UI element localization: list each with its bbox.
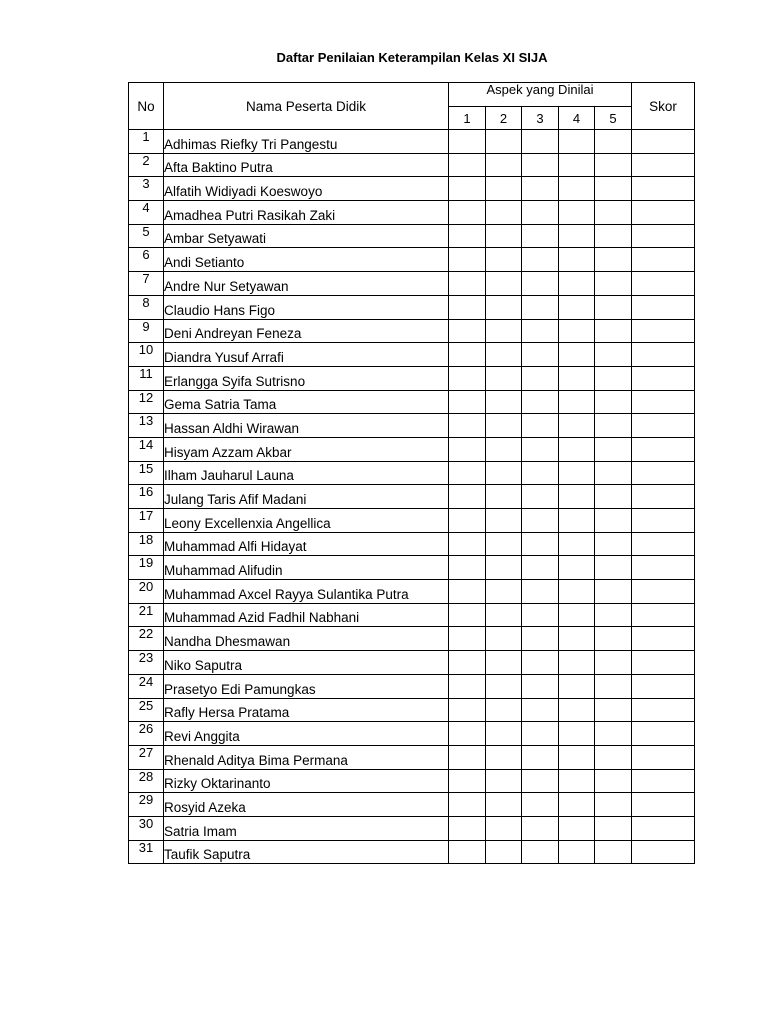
aspek-5-cell — [595, 651, 632, 675]
aspek-5-cell — [595, 485, 632, 509]
aspek-4-cell — [559, 509, 595, 533]
aspek-3-cell — [522, 509, 559, 533]
aspek-3-cell — [522, 674, 559, 698]
aspek-1-cell — [449, 343, 486, 367]
aspek-2-cell — [486, 485, 522, 509]
aspek-1-cell — [449, 698, 486, 722]
aspek-2-cell — [486, 130, 522, 154]
aspek-5-cell — [595, 414, 632, 438]
skor-cell — [632, 651, 695, 675]
aspek-4-cell — [559, 840, 595, 864]
skor-cell — [632, 698, 695, 722]
aspek-5-cell — [595, 272, 632, 296]
skor-cell — [632, 674, 695, 698]
student-name: Gema Satria Tama — [164, 390, 449, 414]
table-row — [129, 343, 695, 367]
student-name: Ilham Jauharul Launa — [164, 461, 449, 485]
aspek-5-cell — [595, 248, 632, 272]
aspek-1-cell — [449, 272, 486, 296]
student-name: Andre Nur Setyawan — [164, 272, 449, 296]
table-row — [129, 390, 695, 414]
skor-cell — [632, 248, 695, 272]
aspek-4-cell — [559, 130, 595, 154]
aspek-3-cell — [522, 130, 559, 154]
aspek-5-cell — [595, 177, 632, 201]
aspek-5-cell — [595, 153, 632, 177]
skor-cell — [632, 509, 695, 533]
student-name: Rosyid Azeka — [164, 793, 449, 817]
skor-cell — [632, 580, 695, 604]
student-name: Nandha Dhesmawan — [164, 627, 449, 651]
aspek-3-cell — [522, 580, 559, 604]
aspek-4-cell — [559, 343, 595, 367]
aspek-4-cell — [559, 769, 595, 793]
skor-cell — [632, 532, 695, 556]
row-number: 17 — [129, 509, 164, 533]
student-name: Niko Saputra — [164, 651, 449, 675]
student-name: Leony Excellenxia Angellica — [164, 509, 449, 533]
aspek-5-cell — [595, 224, 632, 248]
student-name: Revi Anggita — [164, 722, 449, 746]
row-number: 11 — [129, 366, 164, 390]
skor-cell — [632, 390, 695, 414]
aspek-4-cell — [559, 153, 595, 177]
aspek-1-cell — [449, 532, 486, 556]
aspek-4-cell — [559, 295, 595, 319]
aspek-3-cell — [522, 485, 559, 509]
header-aspek-3: 3 — [522, 107, 559, 130]
aspek-1-cell — [449, 224, 486, 248]
aspek-5-cell — [595, 461, 632, 485]
student-name: Adhimas Riefky Tri Pangestu — [164, 130, 449, 154]
aspek-3-cell — [522, 390, 559, 414]
aspek-1-cell — [449, 485, 486, 509]
skor-cell — [632, 745, 695, 769]
aspek-4-cell — [559, 390, 595, 414]
aspek-4-cell — [559, 272, 595, 296]
row-number: 7 — [129, 272, 164, 296]
aspek-5-cell — [595, 556, 632, 580]
aspek-1-cell — [449, 556, 486, 580]
aspek-4-cell — [559, 319, 595, 343]
row-number: 5 — [129, 224, 164, 248]
aspek-4-cell — [559, 177, 595, 201]
aspek-1-cell — [449, 414, 486, 438]
aspek-1-cell — [449, 840, 486, 864]
aspek-4-cell — [559, 201, 595, 225]
table-row — [129, 769, 695, 793]
table-row — [129, 674, 695, 698]
aspek-2-cell — [486, 840, 522, 864]
aspek-4-cell — [559, 627, 595, 651]
aspek-1-cell — [449, 509, 486, 533]
header-aspek-4: 4 — [559, 107, 595, 130]
aspek-5-cell — [595, 509, 632, 533]
aspek-4-cell — [559, 745, 595, 769]
skor-cell — [632, 840, 695, 864]
aspek-4-cell — [559, 437, 595, 461]
aspek-5-cell — [595, 319, 632, 343]
aspek-4-cell — [559, 816, 595, 840]
student-name: Claudio Hans Figo — [164, 295, 449, 319]
row-number: 1 — [129, 130, 164, 154]
skor-cell — [632, 769, 695, 793]
aspek-5-cell — [595, 769, 632, 793]
aspek-3-cell — [522, 532, 559, 556]
skor-cell — [632, 130, 695, 154]
aspek-2-cell — [486, 698, 522, 722]
student-name: Julang Taris Afif Madani — [164, 485, 449, 509]
aspek-3-cell — [522, 366, 559, 390]
aspek-4-cell — [559, 698, 595, 722]
aspek-2-cell — [486, 272, 522, 296]
aspek-3-cell — [522, 816, 559, 840]
aspek-4-cell — [559, 366, 595, 390]
table-row — [129, 366, 695, 390]
student-name: Amadhea Putri Rasikah Zaki — [164, 201, 449, 225]
aspek-2-cell — [486, 603, 522, 627]
aspek-3-cell — [522, 414, 559, 438]
aspek-2-cell — [486, 437, 522, 461]
student-name: Andi Setianto — [164, 248, 449, 272]
aspek-1-cell — [449, 390, 486, 414]
table-row — [129, 153, 695, 177]
aspek-1-cell — [449, 437, 486, 461]
aspek-2-cell — [486, 177, 522, 201]
table-row — [129, 461, 695, 485]
skor-cell — [632, 272, 695, 296]
skor-cell — [632, 627, 695, 651]
aspek-5-cell — [595, 437, 632, 461]
row-number: 19 — [129, 556, 164, 580]
aspek-3-cell — [522, 769, 559, 793]
aspek-1-cell — [449, 745, 486, 769]
aspek-2-cell — [486, 627, 522, 651]
aspek-3-cell — [522, 651, 559, 675]
aspek-1-cell — [449, 248, 486, 272]
document-title: Daftar Penilaian Keterampilan Kelas XI SIJA — [276, 50, 548, 65]
aspek-4-cell — [559, 793, 595, 817]
aspek-3-cell — [522, 201, 559, 225]
student-name: Muhammad Axcel Rayya Sulantika Putra — [164, 580, 449, 604]
table-row — [129, 627, 695, 651]
aspek-1-cell — [449, 651, 486, 675]
aspek-2-cell — [486, 343, 522, 367]
row-number: 15 — [129, 461, 164, 485]
aspek-1-cell — [449, 580, 486, 604]
aspek-3-cell — [522, 295, 559, 319]
table-header — [129, 83, 695, 130]
header-aspek: Aspek yang Dinilai — [449, 83, 632, 107]
skor-cell — [632, 556, 695, 580]
student-name: Afta Baktino Putra — [164, 153, 449, 177]
skor-cell — [632, 319, 695, 343]
table-row — [129, 698, 695, 722]
aspek-5-cell — [595, 390, 632, 414]
aspek-2-cell — [486, 295, 522, 319]
row-number: 18 — [129, 532, 164, 556]
aspek-3-cell — [522, 603, 559, 627]
aspek-3-cell — [522, 556, 559, 580]
aspek-4-cell — [559, 651, 595, 675]
aspek-3-cell — [522, 248, 559, 272]
aspek-2-cell — [486, 414, 522, 438]
aspek-3-cell — [522, 627, 559, 651]
row-number: 23 — [129, 651, 164, 675]
aspek-5-cell — [595, 816, 632, 840]
student-name: Ambar Setyawati — [164, 224, 449, 248]
aspek-1-cell — [449, 627, 486, 651]
skor-cell — [632, 793, 695, 817]
aspek-3-cell — [522, 698, 559, 722]
aspek-5-cell — [595, 745, 632, 769]
aspek-4-cell — [559, 461, 595, 485]
skor-cell — [632, 414, 695, 438]
aspek-3-cell — [522, 177, 559, 201]
skor-cell — [632, 177, 695, 201]
aspek-2-cell — [486, 509, 522, 533]
aspek-1-cell — [449, 674, 486, 698]
aspek-3-cell — [522, 343, 559, 367]
student-name: Hassan Aldhi Wirawan — [164, 414, 449, 438]
aspek-1-cell — [449, 769, 486, 793]
row-number: 21 — [129, 603, 164, 627]
header-skor: Skor — [632, 83, 695, 130]
aspek-2-cell — [486, 816, 522, 840]
row-number: 20 — [129, 580, 164, 604]
skor-cell — [632, 201, 695, 225]
table-row — [129, 248, 695, 272]
aspek-3-cell — [522, 461, 559, 485]
row-number: 22 — [129, 627, 164, 651]
table-row — [129, 319, 695, 343]
aspek-4-cell — [559, 722, 595, 746]
aspek-3-cell — [522, 722, 559, 746]
row-number: 2 — [129, 153, 164, 177]
row-number: 26 — [129, 722, 164, 746]
aspek-3-cell — [522, 319, 559, 343]
aspek-2-cell — [486, 461, 522, 485]
student-name: Erlangga Syifa Sutrisno — [164, 366, 449, 390]
aspek-1-cell — [449, 177, 486, 201]
table-row — [129, 295, 695, 319]
aspek-1-cell — [449, 793, 486, 817]
student-name: Rizky Oktarinanto — [164, 769, 449, 793]
table-row — [129, 651, 695, 675]
student-name: Diandra Yusuf Arrafi — [164, 343, 449, 367]
student-name: Muhammad Azid Fadhil Nabhani — [164, 603, 449, 627]
aspek-1-cell — [449, 816, 486, 840]
row-number: 24 — [129, 674, 164, 698]
aspek-4-cell — [559, 580, 595, 604]
aspek-1-cell — [449, 295, 486, 319]
table-row — [129, 272, 695, 296]
aspek-2-cell — [486, 248, 522, 272]
row-number: 6 — [129, 248, 164, 272]
aspek-3-cell — [522, 224, 559, 248]
aspek-5-cell — [595, 130, 632, 154]
header-aspek-2: 2 — [486, 107, 522, 130]
table-row — [129, 224, 695, 248]
student-name: Muhammad Alifudin — [164, 556, 449, 580]
aspek-3-cell — [522, 793, 559, 817]
row-number: 13 — [129, 414, 164, 438]
student-name: Alfatih Widiyadi Koeswoyo — [164, 177, 449, 201]
aspek-5-cell — [595, 603, 632, 627]
table-row — [129, 816, 695, 840]
aspek-2-cell — [486, 580, 522, 604]
header-no: No — [129, 83, 164, 130]
student-name: Deni Andreyan Feneza — [164, 319, 449, 343]
row-number: 27 — [129, 745, 164, 769]
skor-cell — [632, 485, 695, 509]
row-number: 29 — [129, 793, 164, 817]
table-row — [129, 556, 695, 580]
aspek-4-cell — [559, 556, 595, 580]
aspek-2-cell — [486, 674, 522, 698]
aspek-3-cell — [522, 745, 559, 769]
aspek-1-cell — [449, 319, 486, 343]
assessment-table — [128, 82, 695, 864]
table-row — [129, 485, 695, 509]
aspek-1-cell — [449, 153, 486, 177]
aspek-2-cell — [486, 224, 522, 248]
aspek-5-cell — [595, 366, 632, 390]
aspek-2-cell — [486, 722, 522, 746]
table-row — [129, 532, 695, 556]
aspek-2-cell — [486, 366, 522, 390]
table-row — [129, 414, 695, 438]
aspek-2-cell — [486, 201, 522, 225]
aspek-3-cell — [522, 437, 559, 461]
aspek-1-cell — [449, 201, 486, 225]
aspek-4-cell — [559, 224, 595, 248]
row-number: 30 — [129, 816, 164, 840]
skor-cell — [632, 722, 695, 746]
row-number: 12 — [129, 390, 164, 414]
table-row — [129, 793, 695, 817]
aspek-2-cell — [486, 556, 522, 580]
table-row — [129, 177, 695, 201]
row-number: 10 — [129, 343, 164, 367]
aspek-5-cell — [595, 343, 632, 367]
aspek-5-cell — [595, 580, 632, 604]
aspek-5-cell — [595, 698, 632, 722]
skor-cell — [632, 816, 695, 840]
aspek-1-cell — [449, 603, 486, 627]
student-name: Muhammad Alfi Hidayat — [164, 532, 449, 556]
header-name: Nama Peserta Didik — [164, 83, 449, 130]
student-name: Rafly Hersa Pratama — [164, 698, 449, 722]
aspek-2-cell — [486, 769, 522, 793]
skor-cell — [632, 603, 695, 627]
header-aspek-5: 5 — [595, 107, 632, 130]
aspek-2-cell — [486, 651, 522, 675]
row-number: 28 — [129, 769, 164, 793]
header-aspek-1: 1 — [449, 107, 486, 130]
row-number: 3 — [129, 177, 164, 201]
aspek-1-cell — [449, 366, 486, 390]
table-row — [129, 745, 695, 769]
table-row — [129, 201, 695, 225]
student-name: Taufik Saputra — [164, 840, 449, 864]
aspek-4-cell — [559, 674, 595, 698]
row-number: 25 — [129, 698, 164, 722]
student-name: Rhenald Aditya Bima Permana — [164, 745, 449, 769]
table-row — [129, 130, 695, 154]
aspek-5-cell — [595, 793, 632, 817]
student-name: Hisyam Azzam Akbar — [164, 437, 449, 461]
aspek-4-cell — [559, 248, 595, 272]
aspek-1-cell — [449, 461, 486, 485]
skor-cell — [632, 366, 695, 390]
table-row — [129, 722, 695, 746]
row-number: 9 — [129, 319, 164, 343]
row-number: 8 — [129, 295, 164, 319]
skor-cell — [632, 461, 695, 485]
aspek-3-cell — [522, 840, 559, 864]
aspek-2-cell — [486, 390, 522, 414]
student-name: Satria Imam — [164, 816, 449, 840]
aspek-5-cell — [595, 532, 632, 556]
table-row — [129, 840, 695, 864]
aspek-5-cell — [595, 627, 632, 651]
aspek-5-cell — [595, 674, 632, 698]
aspek-2-cell — [486, 153, 522, 177]
skor-cell — [632, 224, 695, 248]
aspek-2-cell — [486, 793, 522, 817]
aspek-3-cell — [522, 272, 559, 296]
row-number: 14 — [129, 437, 164, 461]
aspek-2-cell — [486, 745, 522, 769]
skor-cell — [632, 437, 695, 461]
aspek-5-cell — [595, 840, 632, 864]
aspek-5-cell — [595, 295, 632, 319]
table-row — [129, 437, 695, 461]
aspek-2-cell — [486, 532, 522, 556]
table-row — [129, 603, 695, 627]
row-number: 4 — [129, 201, 164, 225]
aspek-5-cell — [595, 201, 632, 225]
aspek-4-cell — [559, 532, 595, 556]
student-name: Prasetyo Edi Pamungkas — [164, 674, 449, 698]
skor-cell — [632, 295, 695, 319]
aspek-1-cell — [449, 722, 486, 746]
aspek-3-cell — [522, 153, 559, 177]
row-number: 31 — [129, 840, 164, 864]
table-row — [129, 509, 695, 533]
skor-cell — [632, 343, 695, 367]
table-body — [129, 130, 695, 864]
aspek-4-cell — [559, 603, 595, 627]
aspek-4-cell — [559, 485, 595, 509]
aspek-5-cell — [595, 722, 632, 746]
skor-cell — [632, 153, 695, 177]
aspek-4-cell — [559, 414, 595, 438]
aspek-2-cell — [486, 319, 522, 343]
aspek-1-cell — [449, 130, 486, 154]
table-row — [129, 580, 695, 604]
row-number: 16 — [129, 485, 164, 509]
